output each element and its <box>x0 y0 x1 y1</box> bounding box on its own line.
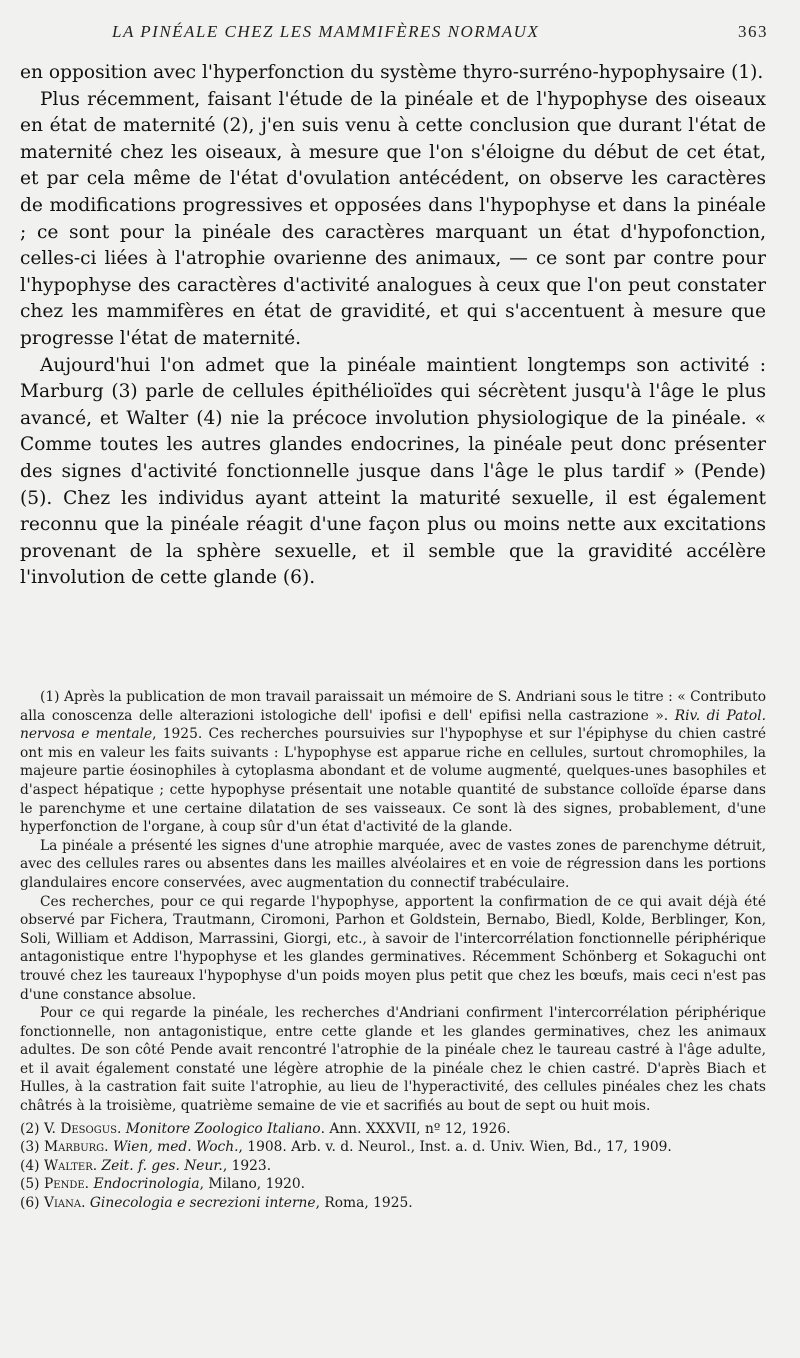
reference-item: (5) Pende. Endocrinologia, Milano, 1920. <box>20 1176 306 1193</box>
running-title: LA PINÉALE CHEZ LES MAMMIFÈRES NORMAUX <box>112 22 540 41</box>
paragraph-continuation: en opposition avec l'hyperfonction du système thyro-surréno-hypophysaire (1). <box>20 62 764 83</box>
reference-item: (2) V. Desogus. Monitore Zoologico Italiano. Ann. XXXVII, nº 12, 1926. <box>20 1120 511 1137</box>
reference-item: (4) Walter. Zeit. f. ges. Neur., 1923. <box>20 1157 272 1174</box>
journal-title: Riv. di Patol. nervosa e mentale <box>20 707 766 743</box>
footnote-1: (1) Après la publication de mon travail paraissait un mémoire de S. Andriani sous le titre : « Contributo alla conoscenza delle alterazioni istologiche dell' ipofisi e dell' epifisi nella castrazione ». Riv. di Patol. nervosa e mentale, 1925. Ces recherches poursuivies sur l'hypophyse et sur l'épiphyse du chien castré ont mis en valeur les faits suivants : L'hypophyse est apparue riche en cellules, surtout chromophiles, la majeure partie éosinophiles à cytoplasma abondant et de volume augmenté, quelques-unes basophiles et d'aspect hépatique ; cette hypophyse présentait une notable quantité de substance colloïde éparse dans le parenchyme et une certaine dilatation de ses vaisseaux. Ce sont là des signes, probablement, d'une hyperfonction de l'organe, à coup sûr d'un état d'activité de la glande. <box>20 689 766 836</box>
footnote-paragraph: Ces recherches, pour ce qui regarde l'hypophyse, apportent la confirmation de ce qui avait déjà été observé par Fichera, Trautmann, Ciromoni, Parhon et Goldstein, Bernabo, Biedl, Kolde, Berblinger, Kon, Soli, William et Addison, Marrassini, Giorgi, etc., à savoir de l'intercorrélation fonctionnelle périphérique antagonistique entre l'hypophyse et les glandes germinatives. Récemment Schönberg et Sokaguchi ont trouvé chez les taureaux l'hypophyse d'un poids moyen plus petit que chez les bœufs, mais ceci n'est pas d'une constance absolue. <box>20 893 766 1003</box>
page-number: 363 <box>738 22 768 41</box>
main-text <box>20 60 766 592</box>
reference-list <box>20 1120 766 1213</box>
running-header <box>20 18 780 48</box>
paragraph: Plus récemment, faisant l'étude de la pinéale et de l'hypophyse des oiseaux en état de maternité (2), j'en suis venu à cette conclusion que durant l'état de maternité chez les oiseaux, à mesure que l'on s'éloigne du début de cet état, et par cela même de l'état d'ovulation antécédent, on observe les caractères de modifications progressives et opposées dans l'hypophyse et dans la pinéale ; ce sont pour la pinéale des caractères marquant un état d'hypofonction, celles-ci liées à l'atrophie ovarienne des animaux, — ce sont par contre pour l'hypophyse des caractères d'activité analogues à ceux que l'on peut constater chez les mammifères en état de gravidité, et qui s'accentuent à mesure que progresse l'état de maternité. <box>20 88 766 349</box>
reference-item: (3) Marburg. Wien, med. Woch., 1908. Arb. v. d. Neurol., Inst. a. d. Univ. Wien, Bd., 17, 1909. <box>20 1139 672 1156</box>
footnote-paragraph: Pour ce qui regarde la pinéale, les recherches d'Andriani confirment l'intercorrélation périphérique fonctionnelle, non antagonistique, entre cette glande et les glandes germinatives, chez les animaux adultes. De son côté Pende avait rencontré l'atrophie de la pinéale chez le taureau castré à l'âge adulte, et il avait également constaté une légère atrophie de la pinéale chez le chien castré. D'après Biach et Hulles, à la castration fait suite l'atrophie, au lieu de l'hyperactivité, des cellules pinéales chez les chats châtrés à la troisième, quatrième semaine de vie et sacrifiés au bout de sept ou huit mois. <box>20 1005 766 1115</box>
footnote-paragraph: La pinéale a présenté les signes d'une atrophie marquée, avec de vastes zones de parenchyme détruit, avec des cellules rares ou absentes dans les mailles alvéolaires et en voie de régression dans les portions glandulaires encore conservées, avec augmentation du connectif trabéculaire. <box>20 837 766 891</box>
paragraph: Aujourd'hui l'on admet que la pinéale maintient longtemps son activité : Marburg (3) parle de cellules épithélioïdes qui sécrètent jusqu'à l'âge le plus avancé, et Walter (4) nie la précoce involution physiologique de la pinéale. « Comme toutes les autres glandes endocrines, la pinéale peut donc présenter des signes d'activité fonctionnelle jusque dans l'âge le plus tardif » (Pende) (5). Chez les individus ayant atteint la maturité sexuelle, il est également reconnu que la pinéale réagit d'une façon plus ou moins nette aux excitations provenant de la sphère sexuelle, et il semble que la gravidité accélère l'involution de cette glande (6). <box>20 354 766 589</box>
reference-item: (6) Viana. Ginecologia e secrezioni interne, Roma, 1925. <box>20 1195 413 1212</box>
footnotes <box>20 688 766 1213</box>
